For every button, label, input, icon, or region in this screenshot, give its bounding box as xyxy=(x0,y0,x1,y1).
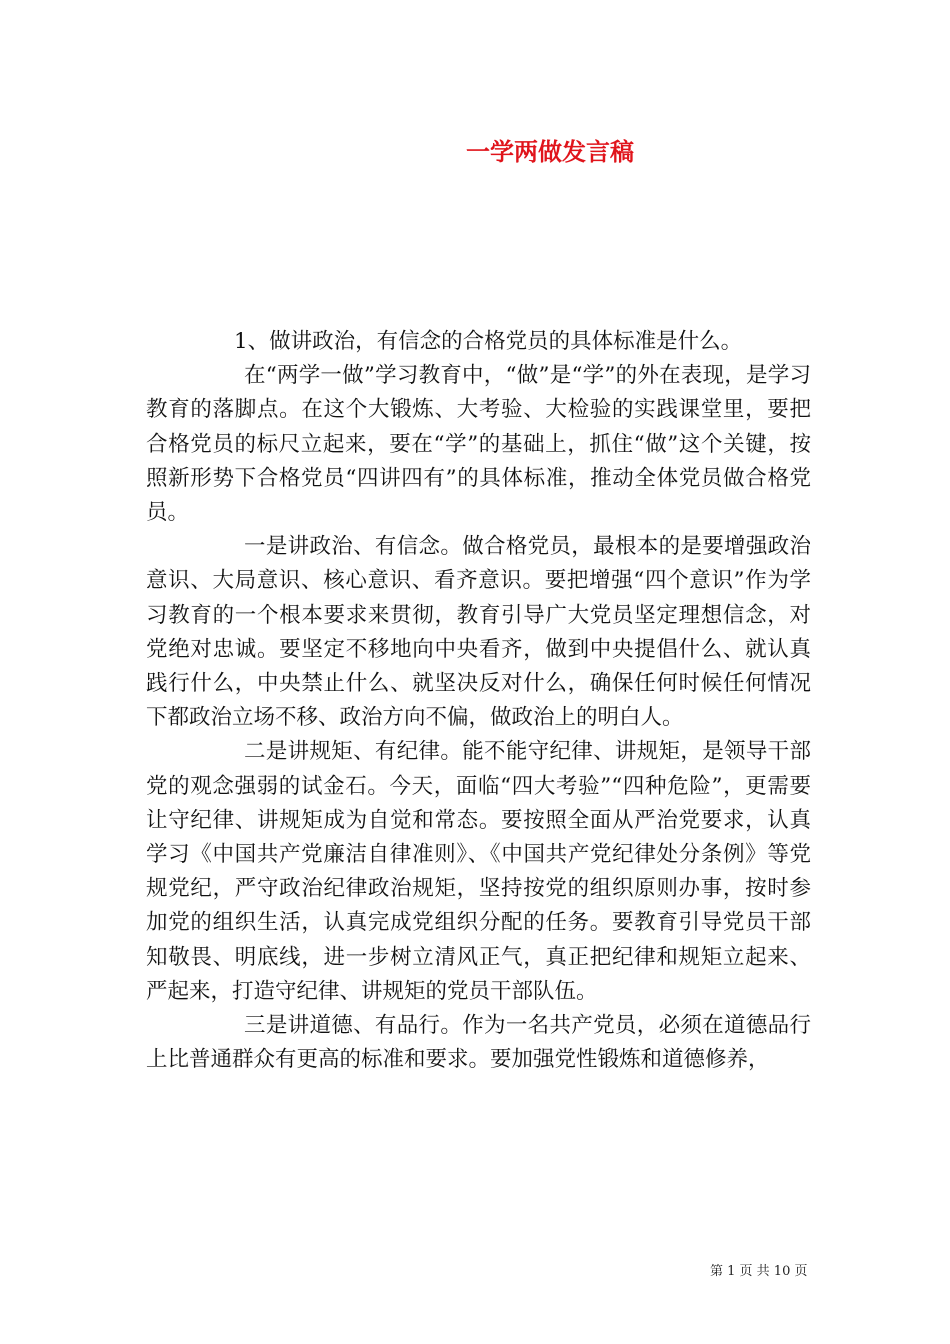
document-body xyxy=(146,325,811,1077)
page-number: 第 1 页 共 10 页 xyxy=(710,1264,808,1279)
document-title: 一学两做发言稿 xyxy=(466,138,634,166)
paragraph-morals: 三是讲道德、有品行。作为一名共产党员，必须在道德品行上比普通群众有更高的标准和要求。要加强党性锻炼和道德修养， xyxy=(146,1013,811,1073)
paragraph-politics: 一是讲政治、有信念。做合格党员，最根本的是要增强政治意识、大局意识、核心意识、看齐意识。要把增强“四个意识”作为学习教育的一个根本要求来贯彻，教育引导广大党员坚定理想信念，对党绝对忠诚。要坚定不移地向中央看齐，做到中央提倡什么、就认真践行什么，中央禁止什么、就坚决反对什么，确保任何时候任何情况下都政治立场不移、政治方向不偏，做政治上的明白人。 xyxy=(146,534,811,731)
item-heading: 1、做讲政治，有信念的合格党员的具体标准是什么。 xyxy=(234,329,743,354)
paragraph-intro: 在“两学一做”学习教育中，“做”是“学”的外在表现，是学习教育的落脚点。在这个大锻炼、大考验、大检验的实践课堂里，要把合格党员的标尺立起来，要在“学”的基础上，抓住“做”这个关键，按照新形势下合格党员“四讲四有”的具体标准，推动全体党员做合格党员。 xyxy=(146,363,811,526)
paragraph-rules: 二是讲规矩、有纪律。能不能守纪律、讲规矩，是领导干部党的观念强弱的试金石。今天，面临“四大考验”“四种危险”，更需要让守纪律、讲规矩成为自觉和常态。要按照全面从严治党要求，认真学习《中国共产党廉洁自律准则》、《中国共产党纪律处分条例》等党规党纪，严守政治纪律政治规矩，坚持按党的组织原则办事，按时参加党的组织生活，认真完成党组织分配的任务。要教育引导党员干部知敬畏、明底线，进一步树立清风正气，真正把纪律和规矩立起来、严起来，打造守纪律、讲规矩的党员干部队伍。 xyxy=(146,739,811,1004)
